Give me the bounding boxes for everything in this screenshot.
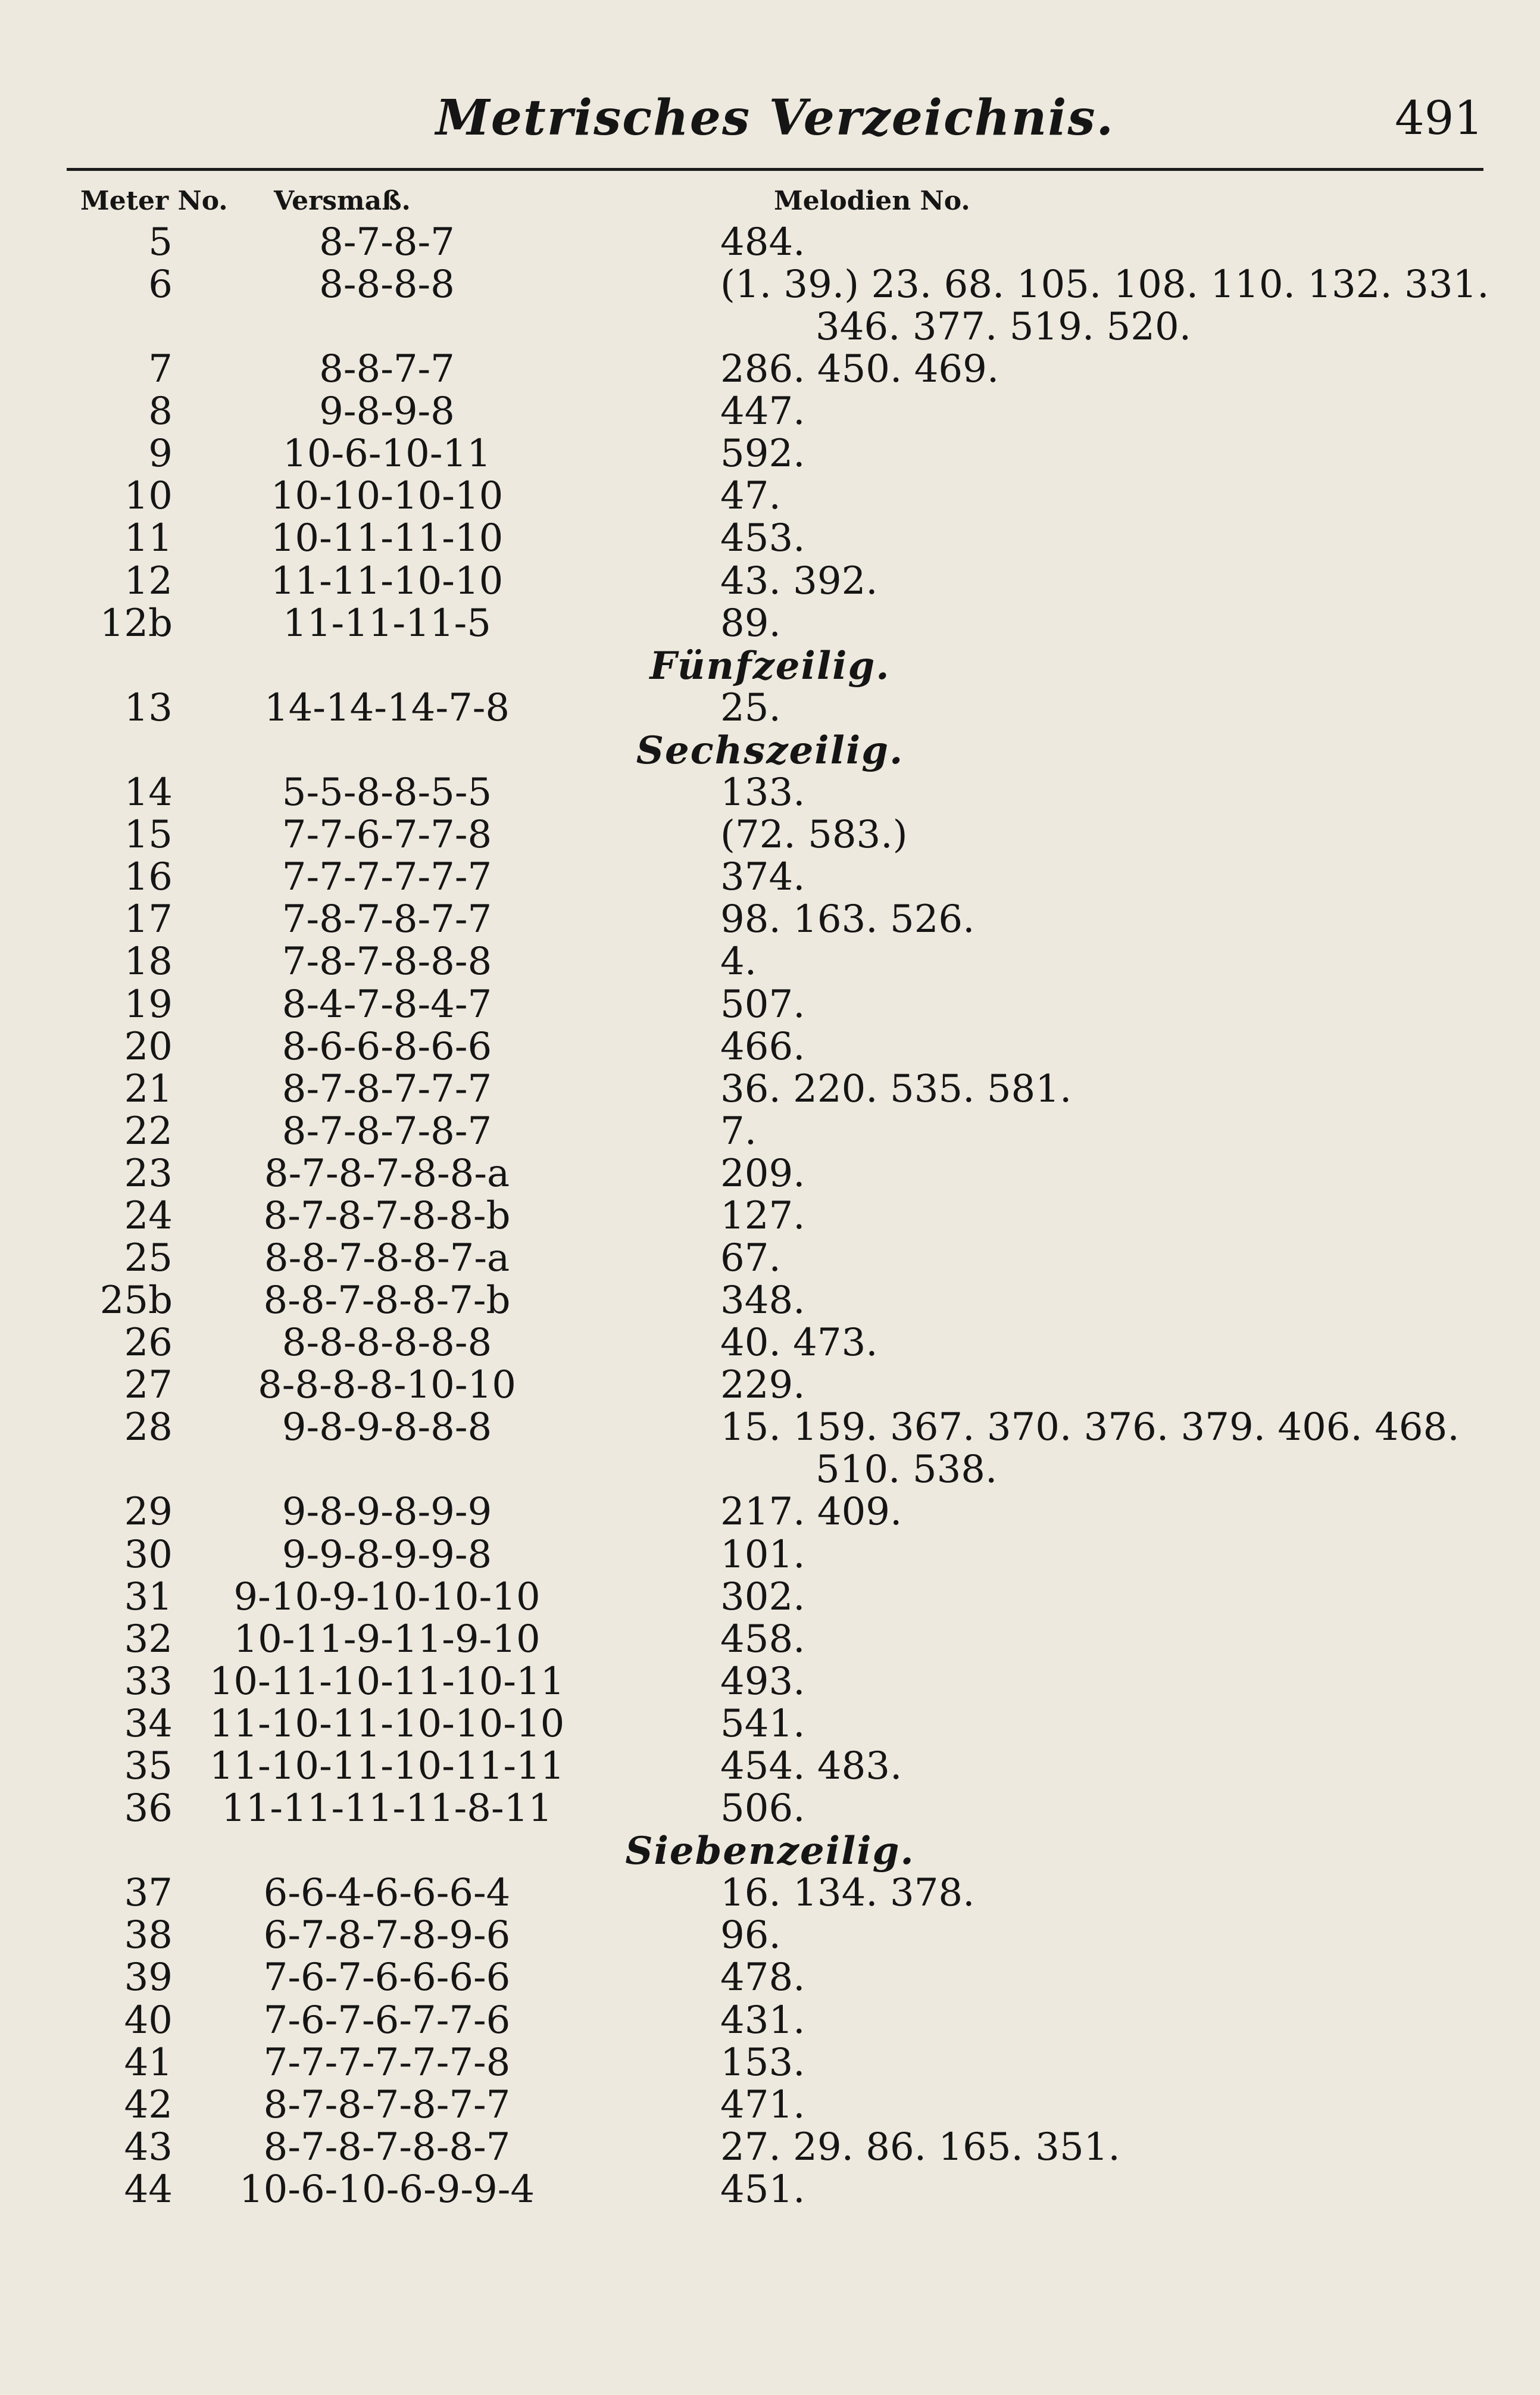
versmass-value: 8-7-8-7-8-8-7	[263, 2125, 511, 2169]
melodien-cell	[720, 1745, 1494, 1788]
versmass-value: 10-6-10-6-9-9-4	[239, 2167, 535, 2212]
melodien-numbers: 506.	[720, 1786, 805, 1831]
table-row	[0, 1322, 1540, 1364]
melodien-numbers: 431.	[720, 1998, 805, 2042]
melodien-numbers: 89.	[720, 601, 781, 645]
meter-number: 17	[124, 897, 173, 942]
melodien-cell	[720, 1872, 1494, 1914]
meter-number: 20	[124, 1024, 173, 1069]
melodien-cell	[720, 1703, 1494, 1745]
meter-number: 13	[124, 685, 173, 730]
versmass-value: 7-7-7-7-7-7-8	[263, 2040, 511, 2085]
melodien-numbers: 47.	[720, 474, 781, 519]
column-header-melodien: Melodien No.	[774, 186, 970, 216]
meter-number: 30	[124, 1532, 173, 1577]
melodien-numbers: 67.	[720, 1236, 781, 1281]
table-row	[0, 1745, 1540, 1788]
table-row	[0, 603, 1540, 645]
meter-number: 34	[124, 1701, 173, 1746]
table-row	[0, 1872, 1540, 1914]
melodien-cell	[720, 560, 1494, 603]
table-row	[0, 560, 1540, 603]
versmass-value: 7-6-7-6-6-6-6	[263, 1956, 511, 2000]
meter-index-list	[0, 222, 1540, 2211]
melodien-cell	[720, 941, 1494, 983]
versmass-value: 7-6-7-6-7-7-6	[263, 1998, 511, 2042]
table-row	[0, 1407, 1540, 1491]
table-row	[0, 1111, 1540, 1153]
meter-number: 7	[148, 347, 173, 392]
table-row	[0, 1788, 1540, 1830]
melodien-numbers: 7.	[720, 1109, 757, 1153]
melodien-cell	[720, 1534, 1494, 1576]
melodien-numbers: 348.	[720, 1278, 805, 1323]
versmass-value: 9-8-9-8	[319, 389, 455, 434]
page-title: Metrisches Verzeichnis.	[435, 89, 1115, 146]
versmass-value: 8-8-7-8-8-7-b	[263, 1278, 511, 1323]
meter-number: 39	[124, 1956, 173, 2000]
meter-number: 21	[124, 1066, 173, 1111]
meter-number: 40	[124, 1998, 173, 2042]
meter-number: 6	[148, 263, 173, 307]
meter-number: 24	[124, 1193, 173, 1238]
versmass-value: 8-7-8-7-8-8-a	[264, 1151, 510, 1196]
table-row	[0, 2042, 1540, 2084]
page-number: 491	[1395, 92, 1483, 145]
melodien-numbers: 478.	[720, 1956, 805, 2000]
meter-number: 32	[124, 1617, 173, 1661]
melodien-numbers: 98. 163. 526.	[720, 897, 975, 942]
meter-number: 14	[124, 771, 173, 815]
meter-number: 41	[124, 2040, 173, 2085]
melodien-cell	[720, 1153, 1494, 1195]
table-row	[0, 941, 1540, 983]
meter-number: 29	[124, 1490, 173, 1535]
table-row	[0, 222, 1540, 264]
table-row	[0, 856, 1540, 899]
versmass-value: 8-7-8-7-7-7	[282, 1066, 492, 1111]
meter-number: 35	[124, 1744, 173, 1788]
melodien-numbers: 451.	[720, 2167, 805, 2212]
versmass-value: 6-6-4-6-6-6-4	[263, 1871, 511, 1916]
versmass-value: 10-11-9-11-9-10	[233, 1617, 541, 1661]
versmass-value: 11-11-11-11-8-11	[221, 1786, 553, 1831]
page-header	[67, 83, 1483, 155]
melodien-cell	[720, 2000, 1494, 2042]
table-row	[0, 1153, 1540, 1195]
versmass-value: 8-7-8-7	[319, 220, 455, 264]
melodien-cell	[720, 2084, 1494, 2126]
melodien-cell	[720, 1280, 1494, 1322]
table-row	[0, 899, 1540, 941]
melodien-numbers: 484.	[720, 220, 805, 264]
table-row	[0, 1957, 1540, 1999]
versmass-value: 8-7-8-7-8-8-b	[263, 1193, 511, 1238]
melodien-numbers: 153.	[720, 2040, 805, 2085]
column-header-versmass: Versmaß.	[274, 186, 411, 216]
section-heading: Sechszeilig.	[636, 728, 904, 773]
versmass-value: 10-11-10-11-10-11	[209, 1659, 565, 1704]
versmass-value: 8-8-8-8	[319, 263, 455, 307]
melodien-numbers: 374.	[720, 855, 805, 900]
versmass-value: 8-7-8-7-8-7-7	[263, 2082, 511, 2127]
versmass-value: 7-8-7-8-7-7	[282, 897, 492, 942]
table-row	[0, 475, 1540, 517]
melodien-cell	[720, 222, 1494, 264]
melodien-cell	[720, 433, 1494, 475]
meter-number: 27	[124, 1363, 173, 1408]
meter-number: 26	[124, 1321, 173, 1365]
melodien-cell	[720, 1576, 1494, 1619]
versmass-value: 9-8-9-8-8-8	[282, 1405, 492, 1450]
melodien-numbers: 471.	[720, 2082, 805, 2127]
melodien-numbers: 101.	[720, 1532, 805, 1577]
melodien-numbers: 447.	[720, 389, 805, 434]
melodien-numbers: 229.	[720, 1363, 805, 1408]
melodien-cell	[720, 1195, 1494, 1237]
versmass-value: 9-10-9-10-10-10	[233, 1574, 541, 1619]
melodien-cell	[720, 2169, 1494, 2211]
versmass-value: 7-8-7-8-8-8	[282, 940, 492, 984]
melodien-cell	[720, 2042, 1494, 2084]
versmass-value: 10-11-11-10	[270, 516, 504, 561]
meter-number: 33	[124, 1659, 173, 1704]
melodien-cell	[720, 1068, 1494, 1111]
meter-number: 43	[124, 2125, 173, 2169]
table-row	[0, 814, 1540, 856]
melodien-numbers: 302.	[720, 1574, 805, 1619]
melodien-numbers: 507.	[720, 982, 805, 1027]
versmass-value: 11-10-11-10-10-10	[209, 1701, 565, 1746]
meter-number: 28	[124, 1405, 173, 1450]
melodien-cell	[720, 1661, 1494, 1703]
table-row	[0, 1068, 1540, 1111]
table-row	[0, 1491, 1540, 1533]
melodien-cell	[720, 1957, 1494, 1999]
meter-number: 11	[124, 516, 173, 561]
melodien-cell	[720, 603, 1494, 645]
versmass-value: 7-7-7-7-7-7	[282, 855, 492, 900]
section-heading-row	[0, 1830, 1540, 1872]
melodien-numbers: (1. 39.) 23. 68. 105. 108. 110. 132. 331.	[720, 263, 1489, 307]
table-row	[0, 2000, 1540, 2042]
melodien-numbers: 27. 29. 86. 165. 351.	[720, 2125, 1120, 2169]
section-heading-row	[0, 729, 1540, 772]
melodien-numbers: 592.	[720, 432, 805, 476]
meter-number: 9	[148, 432, 173, 476]
meter-number: 22	[124, 1109, 173, 1153]
meter-number: 8	[148, 389, 173, 434]
table-row	[0, 391, 1540, 433]
melodien-cell	[720, 348, 1494, 391]
table-row	[0, 1280, 1540, 1322]
melodien-cell	[720, 517, 1494, 560]
versmass-value: 8-8-7-7	[319, 347, 455, 392]
melodien-cell	[720, 1788, 1494, 1830]
meter-number: 19	[124, 982, 173, 1027]
versmass-value: 6-7-8-7-8-9-6	[263, 1913, 511, 1958]
table-row	[0, 348, 1540, 391]
melodien-cell	[720, 984, 1494, 1026]
table-row	[0, 1703, 1540, 1745]
meter-number: 18	[124, 940, 173, 984]
meter-number: 12b	[99, 601, 173, 645]
melodien-numbers: 15. 159. 367. 370. 376. 379. 406. 468.	[720, 1405, 1460, 1450]
melodien-numbers: 4.	[720, 940, 757, 984]
melodien-numbers: 458.	[720, 1617, 805, 1661]
melodien-cell	[720, 1111, 1494, 1153]
melodien-numbers: 127.	[720, 1193, 805, 1238]
versmass-value: 7-7-6-7-7-8	[282, 813, 492, 857]
melodien-cell	[720, 1619, 1494, 1661]
melodien-cell	[720, 856, 1494, 899]
section-heading: Siebenzeilig.	[625, 1829, 915, 1874]
melodien-numbers: 133.	[720, 771, 805, 815]
versmass-value: 14-14-14-7-8	[264, 685, 510, 730]
melodien-cell	[720, 1914, 1494, 1957]
melodien-numbers: 209.	[720, 1151, 805, 1196]
table-row	[0, 2084, 1540, 2126]
melodien-cell	[720, 2126, 1494, 2169]
melodien-numbers-continued: 510. 538.	[816, 1448, 998, 1492]
melodien-cell	[720, 264, 1494, 348]
meter-number: 36	[124, 1786, 173, 1831]
versmass-value: 9-9-8-9-9-8	[282, 1532, 492, 1577]
table-row	[0, 1364, 1540, 1407]
melodien-cell	[720, 687, 1494, 729]
melodien-cell	[720, 1026, 1494, 1068]
versmass-value: 11-10-11-10-11-11	[209, 1744, 565, 1788]
melodien-numbers: 25.	[720, 685, 781, 730]
melodien-cell	[720, 475, 1494, 517]
melodien-numbers: 453.	[720, 516, 805, 561]
meter-number: 25b	[99, 1278, 173, 1323]
table-row	[0, 1237, 1540, 1280]
meter-number: 38	[124, 1913, 173, 1958]
melodien-numbers: 493.	[720, 1659, 805, 1704]
versmass-value: 11-11-10-10	[270, 559, 504, 603]
meter-number: 25	[124, 1236, 173, 1281]
melodien-numbers: 43. 392.	[720, 559, 878, 603]
table-row	[0, 2126, 1540, 2169]
table-row	[0, 687, 1540, 729]
table-row	[0, 1661, 1540, 1703]
melodien-cell	[720, 391, 1494, 433]
table-row	[0, 1534, 1540, 1576]
melodien-cell	[720, 1491, 1494, 1533]
melodien-numbers: 96.	[720, 1913, 781, 1958]
header-rule	[67, 168, 1483, 171]
versmass-value: 8-8-7-8-8-7-a	[264, 1236, 510, 1281]
table-row	[0, 1576, 1540, 1619]
meter-number: 44	[124, 2167, 173, 2212]
meter-number: 15	[124, 813, 173, 857]
versmass-value: 9-8-9-8-9-9	[282, 1490, 492, 1535]
column-header-meter: Meter No.	[80, 186, 228, 216]
table-row	[0, 984, 1540, 1026]
melodien-numbers: 286. 450. 469.	[720, 347, 999, 392]
versmass-value: 10-6-10-11	[283, 432, 491, 476]
table-row	[0, 1026, 1540, 1068]
versmass-value: 8-4-7-8-4-7	[282, 982, 492, 1027]
meter-number: 23	[124, 1151, 173, 1196]
melodien-numbers: 541.	[720, 1701, 805, 1746]
melodien-cell	[720, 899, 1494, 941]
meter-number: 12	[124, 559, 173, 603]
melodien-cell	[720, 1237, 1494, 1280]
table-row	[0, 2169, 1540, 2211]
melodien-numbers: 16. 134. 378.	[720, 1871, 975, 1916]
melodien-numbers: 40. 473.	[720, 1321, 878, 1365]
melodien-numbers-continued: 346. 377. 519. 520.	[816, 305, 1192, 350]
meter-number: 42	[124, 2082, 173, 2127]
melodien-cell	[720, 1322, 1494, 1364]
section-heading: Fünfzeilig.	[649, 643, 891, 688]
melodien-numbers: 36. 220. 535. 581.	[720, 1066, 1072, 1111]
table-row	[0, 1195, 1540, 1237]
melodien-cell	[720, 814, 1494, 856]
melodien-numbers: 466.	[720, 1024, 805, 1069]
versmass-value: 10-10-10-10	[270, 474, 504, 519]
versmass-value: 11-11-11-5	[283, 601, 491, 645]
melodien-numbers: 454. 483.	[720, 1744, 902, 1788]
meter-number: 37	[124, 1871, 173, 1916]
versmass-value: 8-7-8-7-8-7	[282, 1109, 492, 1153]
section-heading-row	[0, 645, 1540, 687]
table-row	[0, 517, 1540, 560]
meter-number: 10	[124, 474, 173, 519]
meter-number: 31	[124, 1574, 173, 1619]
versmass-value: 8-8-8-8-10-10	[258, 1363, 516, 1408]
table-row	[0, 772, 1540, 814]
meter-number: 16	[124, 855, 173, 900]
versmass-value: 8-6-6-8-6-6	[282, 1024, 492, 1069]
table-row	[0, 264, 1540, 348]
melodien-cell	[720, 1407, 1494, 1491]
versmass-value: 5-5-8-8-5-5	[282, 771, 492, 815]
melodien-cell	[720, 772, 1494, 814]
melodien-numbers: 217. 409.	[720, 1490, 902, 1535]
table-row	[0, 1914, 1540, 1957]
melodien-numbers: (72. 583.)	[720, 813, 908, 857]
melodien-cell	[720, 1364, 1494, 1407]
versmass-value: 8-8-8-8-8-8	[282, 1321, 492, 1365]
table-row	[0, 433, 1540, 475]
table-row	[0, 1619, 1540, 1661]
meter-number: 5	[148, 220, 173, 264]
